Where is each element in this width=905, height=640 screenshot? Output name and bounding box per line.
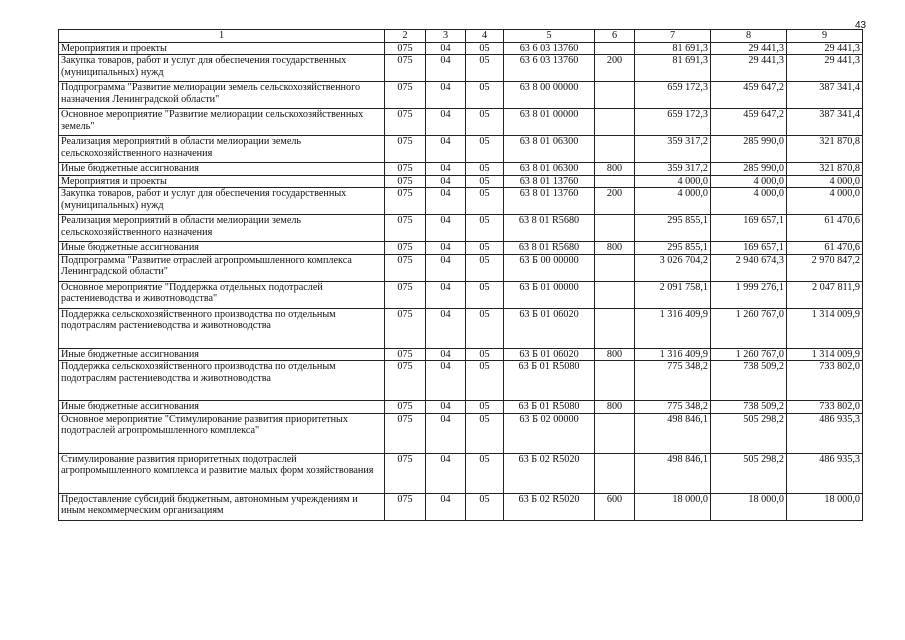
- table-row: [59, 55, 863, 82]
- table-row: [59, 242, 863, 255]
- amount-col8-cell: 29 441,3: [711, 42, 787, 55]
- section-cell: 04: [426, 163, 466, 176]
- row-name-cell: Мероприятия и проекты: [59, 42, 385, 55]
- table-row: [59, 348, 863, 361]
- target-article-cell: 63 Б 01 06020: [504, 308, 595, 348]
- table-row: [59, 308, 863, 348]
- row-name-cell: Стимулирование развития приоритетных подотраслей агропромышленного комплекса и развитие малых форм хозяйствования: [59, 453, 385, 493]
- row-name-cell: Иные бюджетные ассигнования: [59, 401, 385, 414]
- row-name-cell: Иные бюджетные ассигнования: [59, 242, 385, 255]
- amount-col9-cell: 2 970 847,2: [787, 254, 863, 281]
- target-article-cell: 63 Б 01 06020: [504, 348, 595, 361]
- expense-type-cell: 800: [595, 163, 635, 176]
- amount-col7-cell: 295 855,1: [635, 242, 711, 255]
- expense-type-cell: [595, 82, 635, 109]
- subsection-cell: 05: [466, 254, 504, 281]
- subsection-cell: 05: [466, 308, 504, 348]
- amount-col9-cell: 2 047 811,9: [787, 281, 863, 308]
- amount-col8-cell: 1 260 767,0: [711, 348, 787, 361]
- amount-col8-cell: 4 000,0: [711, 188, 787, 215]
- amount-col7-cell: 2 091 758,1: [635, 281, 711, 308]
- target-article-cell: 63 Б 01 00000: [504, 281, 595, 308]
- row-name-cell: Основное мероприятие "Развитие мелиорации сельскохозяйственных земель": [59, 109, 385, 136]
- admin-code-cell: 075: [385, 215, 426, 242]
- amount-col8-cell: 1 999 276,1: [711, 281, 787, 308]
- expense-type-cell: [595, 308, 635, 348]
- target-article-cell: 63 8 01 13760: [504, 175, 595, 188]
- amount-col9-cell: 733 802,0: [787, 361, 863, 401]
- amount-col9-cell: 61 470,6: [787, 215, 863, 242]
- amount-col8-cell: 4 000,0: [711, 175, 787, 188]
- amount-col9-cell: 486 935,3: [787, 413, 863, 453]
- expense-type-cell: [595, 136, 635, 163]
- section-cell: 04: [426, 493, 466, 520]
- amount-col7-cell: 295 855,1: [635, 215, 711, 242]
- column-header: 7: [635, 30, 711, 43]
- table-header: [59, 30, 863, 43]
- target-article-cell: 63 8 01 13760: [504, 188, 595, 215]
- table-row: [59, 215, 863, 242]
- table-row: [59, 281, 863, 308]
- amount-col9-cell: 733 802,0: [787, 401, 863, 414]
- amount-col9-cell: 29 441,3: [787, 42, 863, 55]
- amount-col9-cell: 321 870,8: [787, 136, 863, 163]
- admin-code-cell: 075: [385, 82, 426, 109]
- amount-col9-cell: 18 000,0: [787, 493, 863, 520]
- table-row: [59, 453, 863, 493]
- amount-col9-cell: 1 314 009,9: [787, 348, 863, 361]
- expense-type-cell: [595, 281, 635, 308]
- section-cell: 04: [426, 136, 466, 163]
- admin-code-cell: 075: [385, 413, 426, 453]
- amount-col8-cell: 2 940 674,3: [711, 254, 787, 281]
- section-cell: 04: [426, 188, 466, 215]
- row-name-cell: Основное мероприятие "Поддержка отдельных подотраслей растениеводства и животноводства": [59, 281, 385, 308]
- table-body: [59, 42, 863, 520]
- row-name-cell: Подпрограмма "Развитие мелиорации земель сельскохозяйственного назначения Ленинградской области": [59, 82, 385, 109]
- expense-type-cell: [595, 215, 635, 242]
- amount-col8-cell: 505 298,2: [711, 453, 787, 493]
- expense-type-cell: 800: [595, 401, 635, 414]
- target-article-cell: 63 Б 01 R5080: [504, 361, 595, 401]
- table-row: [59, 361, 863, 401]
- expense-type-cell: [595, 413, 635, 453]
- target-article-cell: 63 Б 02 00000: [504, 413, 595, 453]
- section-cell: 04: [426, 82, 466, 109]
- section-cell: 04: [426, 361, 466, 401]
- target-article-cell: 63 6 03 13760: [504, 55, 595, 82]
- subsection-cell: 05: [466, 136, 504, 163]
- subsection-cell: 05: [466, 242, 504, 255]
- amount-col8-cell: 285 990,0: [711, 163, 787, 176]
- amount-col8-cell: 169 657,1: [711, 215, 787, 242]
- amount-col7-cell: 359 317,2: [635, 136, 711, 163]
- target-article-cell: 63 Б 00 00000: [504, 254, 595, 281]
- target-article-cell: 63 8 01 00000: [504, 109, 595, 136]
- row-name-cell: Мероприятия и проекты: [59, 175, 385, 188]
- column-header: 1: [59, 30, 385, 43]
- column-header: 3: [426, 30, 466, 43]
- column-header: 9: [787, 30, 863, 43]
- row-name-cell: Закупка товаров, работ и услуг для обеспечения государственных (муниципальных) нужд: [59, 188, 385, 215]
- admin-code-cell: 075: [385, 175, 426, 188]
- row-name-cell: Предоставление субсидий бюджетным, автономным учреждениям и иным некоммерческим организациям: [59, 493, 385, 520]
- section-cell: 04: [426, 55, 466, 82]
- admin-code-cell: 075: [385, 453, 426, 493]
- row-name-cell: Закупка товаров, работ и услуг для обеспечения государственных (муниципальных) нужд: [59, 55, 385, 82]
- admin-code-cell: 075: [385, 493, 426, 520]
- amount-col7-cell: 1 316 409,9: [635, 308, 711, 348]
- amount-col9-cell: 4 000,0: [787, 175, 863, 188]
- amount-col7-cell: 775 348,2: [635, 361, 711, 401]
- header-row: [59, 30, 863, 43]
- table-row: [59, 188, 863, 215]
- amount-col8-cell: 738 509,2: [711, 401, 787, 414]
- table-row: [59, 109, 863, 136]
- table-row: [59, 413, 863, 453]
- subsection-cell: 05: [466, 188, 504, 215]
- amount-col7-cell: 81 691,3: [635, 55, 711, 82]
- subsection-cell: 05: [466, 281, 504, 308]
- expense-type-cell: 200: [595, 55, 635, 82]
- subsection-cell: 05: [466, 493, 504, 520]
- target-article-cell: 63 8 01 R5680: [504, 242, 595, 255]
- row-name-cell: Поддержка сельскохозяйственного производства по отдельным подотраслям растениеводства и животноводства: [59, 308, 385, 348]
- column-header: 5: [504, 30, 595, 43]
- amount-col7-cell: 81 691,3: [635, 42, 711, 55]
- amount-col9-cell: 29 441,3: [787, 55, 863, 82]
- subsection-cell: 05: [466, 413, 504, 453]
- row-name-cell: Основное мероприятие "Стимулирование развития приоритетных подотраслей агропромышленного комплекса": [59, 413, 385, 453]
- amount-col9-cell: 61 470,6: [787, 242, 863, 255]
- target-article-cell: 63 Б 01 R5080: [504, 401, 595, 414]
- amount-col7-cell: 498 846,1: [635, 453, 711, 493]
- budget-table: [58, 29, 863, 521]
- target-article-cell: 63 8 00 00000: [504, 82, 595, 109]
- admin-code-cell: 075: [385, 163, 426, 176]
- amount-col7-cell: 775 348,2: [635, 401, 711, 414]
- admin-code-cell: 075: [385, 348, 426, 361]
- table-row: [59, 82, 863, 109]
- amount-col8-cell: 18 000,0: [711, 493, 787, 520]
- amount-col8-cell: 459 647,2: [711, 82, 787, 109]
- table-row: [59, 493, 863, 520]
- row-name-cell: Иные бюджетные ассигнования: [59, 163, 385, 176]
- section-cell: 04: [426, 215, 466, 242]
- table-row: [59, 254, 863, 281]
- target-article-cell: 63 8 01 R5680: [504, 215, 595, 242]
- amount-col7-cell: 659 172,3: [635, 109, 711, 136]
- table-row: [59, 401, 863, 414]
- subsection-cell: 05: [466, 109, 504, 136]
- page-number: 43: [855, 20, 867, 31]
- table-row: [59, 163, 863, 176]
- expense-type-cell: [595, 175, 635, 188]
- target-article-cell: 63 8 01 06300: [504, 163, 595, 176]
- admin-code-cell: 075: [385, 242, 426, 255]
- amount-col9-cell: 321 870,8: [787, 163, 863, 176]
- section-cell: 04: [426, 281, 466, 308]
- amount-col8-cell: 505 298,2: [711, 413, 787, 453]
- admin-code-cell: 075: [385, 55, 426, 82]
- expense-type-cell: 200: [595, 188, 635, 215]
- expense-type-cell: [595, 453, 635, 493]
- amount-col7-cell: 1 316 409,9: [635, 348, 711, 361]
- subsection-cell: 05: [466, 55, 504, 82]
- column-header: 6: [595, 30, 635, 43]
- amount-col9-cell: 387 341,4: [787, 82, 863, 109]
- column-header: 4: [466, 30, 504, 43]
- section-cell: 04: [426, 308, 466, 348]
- expense-type-cell: 800: [595, 242, 635, 255]
- row-name-cell: Реализация мероприятий в области мелиорации земель сельскохозяйственного назначения: [59, 136, 385, 163]
- expense-type-cell: 600: [595, 493, 635, 520]
- amount-col7-cell: 498 846,1: [635, 413, 711, 453]
- table-row: [59, 175, 863, 188]
- amount-col9-cell: 486 935,3: [787, 453, 863, 493]
- row-name-cell: Иные бюджетные ассигнования: [59, 348, 385, 361]
- subsection-cell: 05: [466, 453, 504, 493]
- subsection-cell: 05: [466, 348, 504, 361]
- amount-col7-cell: 3 026 704,2: [635, 254, 711, 281]
- admin-code-cell: 075: [385, 109, 426, 136]
- column-header: 2: [385, 30, 426, 43]
- section-cell: 04: [426, 453, 466, 493]
- amount-col7-cell: 359 317,2: [635, 163, 711, 176]
- table-row: [59, 42, 863, 55]
- expense-type-cell: [595, 109, 635, 136]
- subsection-cell: 05: [466, 401, 504, 414]
- amount-col8-cell: 1 260 767,0: [711, 308, 787, 348]
- amount-col8-cell: 459 647,2: [711, 109, 787, 136]
- expense-type-cell: [595, 361, 635, 401]
- section-cell: 04: [426, 254, 466, 281]
- amount-col9-cell: 4 000,0: [787, 188, 863, 215]
- amount-col7-cell: 4 000,0: [635, 175, 711, 188]
- target-article-cell: 63 8 01 06300: [504, 136, 595, 163]
- subsection-cell: 05: [466, 82, 504, 109]
- subsection-cell: 05: [466, 175, 504, 188]
- column-header: 8: [711, 30, 787, 43]
- row-name-cell: Реализация мероприятий в области мелиорации земель сельскохозяйственного назначения: [59, 215, 385, 242]
- target-article-cell: 63 6 03 13760: [504, 42, 595, 55]
- table-row: [59, 136, 863, 163]
- amount-col9-cell: 1 314 009,9: [787, 308, 863, 348]
- admin-code-cell: 075: [385, 401, 426, 414]
- section-cell: 04: [426, 401, 466, 414]
- expense-type-cell: [595, 254, 635, 281]
- admin-code-cell: 075: [385, 361, 426, 401]
- amount-col8-cell: 285 990,0: [711, 136, 787, 163]
- subsection-cell: 05: [466, 42, 504, 55]
- admin-code-cell: 075: [385, 281, 426, 308]
- subsection-cell: 05: [466, 163, 504, 176]
- admin-code-cell: 075: [385, 308, 426, 348]
- row-name-cell: Поддержка сельскохозяйственного производства по отдельным подотраслям растениеводства и животноводства: [59, 361, 385, 401]
- amount-col7-cell: 4 000,0: [635, 188, 711, 215]
- expense-type-cell: 800: [595, 348, 635, 361]
- row-name-cell: Подпрограмма "Развитие отраслей агропромышленного комплекса Ленинградской области": [59, 254, 385, 281]
- admin-code-cell: 075: [385, 254, 426, 281]
- subsection-cell: 05: [466, 215, 504, 242]
- target-article-cell: 63 Б 02 R5020: [504, 493, 595, 520]
- section-cell: 04: [426, 413, 466, 453]
- section-cell: 04: [426, 42, 466, 55]
- amount-col7-cell: 18 000,0: [635, 493, 711, 520]
- admin-code-cell: 075: [385, 188, 426, 215]
- section-cell: 04: [426, 348, 466, 361]
- subsection-cell: 05: [466, 361, 504, 401]
- section-cell: 04: [426, 242, 466, 255]
- section-cell: 04: [426, 175, 466, 188]
- admin-code-cell: 075: [385, 136, 426, 163]
- target-article-cell: 63 Б 02 R5020: [504, 453, 595, 493]
- expense-type-cell: [595, 42, 635, 55]
- amount-col8-cell: 738 509,2: [711, 361, 787, 401]
- admin-code-cell: 075: [385, 42, 426, 55]
- amount-col7-cell: 659 172,3: [635, 82, 711, 109]
- section-cell: 04: [426, 109, 466, 136]
- amount-col8-cell: 169 657,1: [711, 242, 787, 255]
- amount-col9-cell: 387 341,4: [787, 109, 863, 136]
- amount-col8-cell: 29 441,3: [711, 55, 787, 82]
